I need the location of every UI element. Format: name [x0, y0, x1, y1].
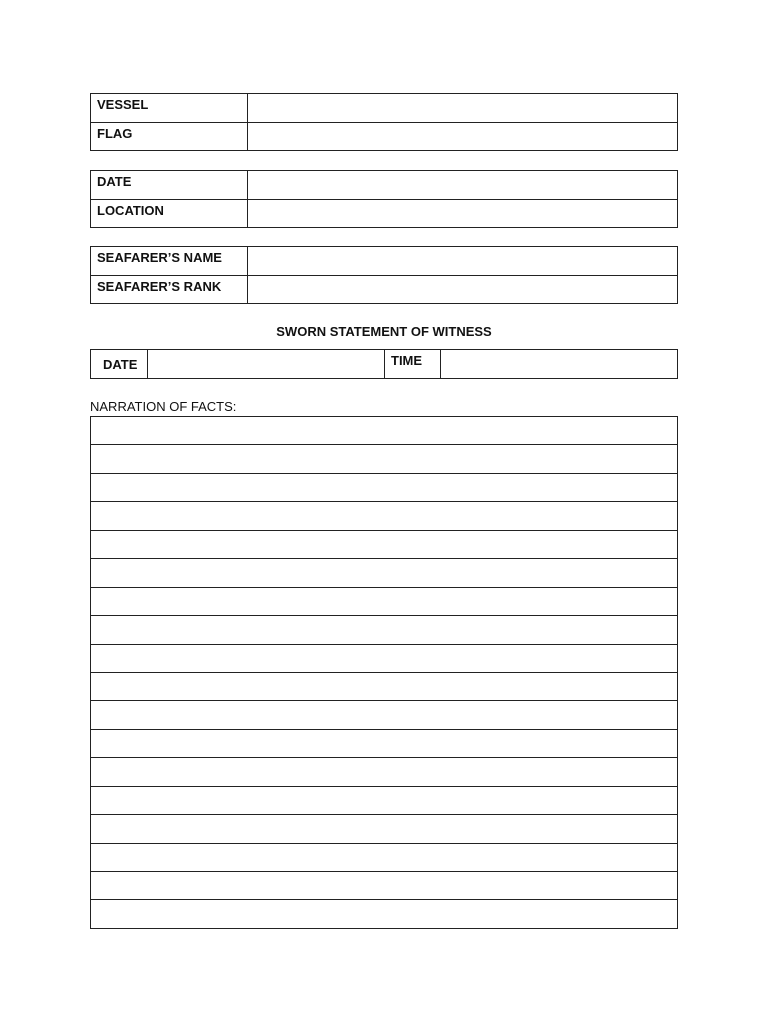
- narration-line-field[interactable]: [91, 530, 678, 558]
- narration-line-field[interactable]: [91, 616, 678, 644]
- location-row: [91, 199, 678, 228]
- seafarer-rank-field[interactable]: [248, 275, 678, 304]
- vessel-field[interactable]: [248, 94, 678, 123]
- narration-label: NARRATION OF FACTS:: [90, 399, 237, 414]
- narration-line-field[interactable]: [91, 473, 678, 501]
- narration-line-row: [91, 616, 678, 644]
- statement-date-label: DATE: [91, 350, 148, 379]
- narration-line-row: [91, 815, 678, 843]
- narration-line-row: [91, 843, 678, 871]
- statement-heading: SWORN STATEMENT OF WITNESS: [276, 324, 492, 339]
- narration-line-row: [91, 473, 678, 501]
- narration-line-field[interactable]: [91, 701, 678, 729]
- narration-line-field[interactable]: [91, 815, 678, 843]
- narration-lines: [90, 416, 678, 929]
- narration-line-row: [91, 530, 678, 558]
- narration-line-row: [91, 872, 678, 900]
- narration-line-row: [91, 729, 678, 757]
- statement-date-time-row: [91, 350, 678, 379]
- narration-line-row: [91, 900, 678, 928]
- narration-line-field[interactable]: [91, 900, 678, 928]
- narration-line-field[interactable]: [91, 786, 678, 814]
- date-row: [91, 171, 678, 200]
- narration-line-field[interactable]: [91, 872, 678, 900]
- narration-line-field[interactable]: [91, 729, 678, 757]
- narration-line-row: [91, 445, 678, 473]
- narration-line-field[interactable]: [91, 417, 678, 445]
- statement-date-time-table: [90, 349, 678, 379]
- narration-line-row: [91, 644, 678, 672]
- vessel-row: [91, 94, 678, 123]
- date-location-table: [90, 170, 678, 228]
- seafarer-name-label: SEAFARER’S NAME: [91, 247, 248, 276]
- narration-line-row: [91, 672, 678, 700]
- seafarer-name-field[interactable]: [248, 247, 678, 276]
- narration-line-row: [91, 587, 678, 615]
- narration-line-field[interactable]: [91, 758, 678, 786]
- narration-line-field[interactable]: [91, 843, 678, 871]
- narration-line-row: [91, 417, 678, 445]
- narration-line-row: [91, 559, 678, 587]
- narration-line-row: [91, 502, 678, 530]
- flag-label: FLAG: [91, 122, 248, 151]
- location-label: LOCATION: [91, 199, 248, 228]
- date-label: DATE: [91, 171, 248, 200]
- statement-time-field[interactable]: [441, 350, 678, 379]
- seafarer-table: [90, 246, 678, 304]
- narration-line-field[interactable]: [91, 587, 678, 615]
- statement-time-label: TIME: [385, 350, 441, 379]
- narration-line-field[interactable]: [91, 644, 678, 672]
- seafarer-name-row: [91, 247, 678, 276]
- date-field[interactable]: [248, 171, 678, 200]
- seafarer-rank-row: [91, 275, 678, 304]
- narration-line-field[interactable]: [91, 559, 678, 587]
- narration-line-row: [91, 786, 678, 814]
- flag-row: [91, 122, 678, 151]
- narration-line-field[interactable]: [91, 502, 678, 530]
- statement-date-field[interactable]: [148, 350, 385, 379]
- vessel-flag-table: [90, 93, 678, 151]
- narration-line-row: [91, 758, 678, 786]
- seafarer-rank-label: SEAFARER’S RANK: [91, 275, 248, 304]
- narration-line-row: [91, 701, 678, 729]
- flag-field[interactable]: [248, 122, 678, 151]
- narration-line-field[interactable]: [91, 445, 678, 473]
- narration-line-field[interactable]: [91, 672, 678, 700]
- vessel-label: VESSEL: [91, 94, 248, 123]
- location-field[interactable]: [248, 199, 678, 228]
